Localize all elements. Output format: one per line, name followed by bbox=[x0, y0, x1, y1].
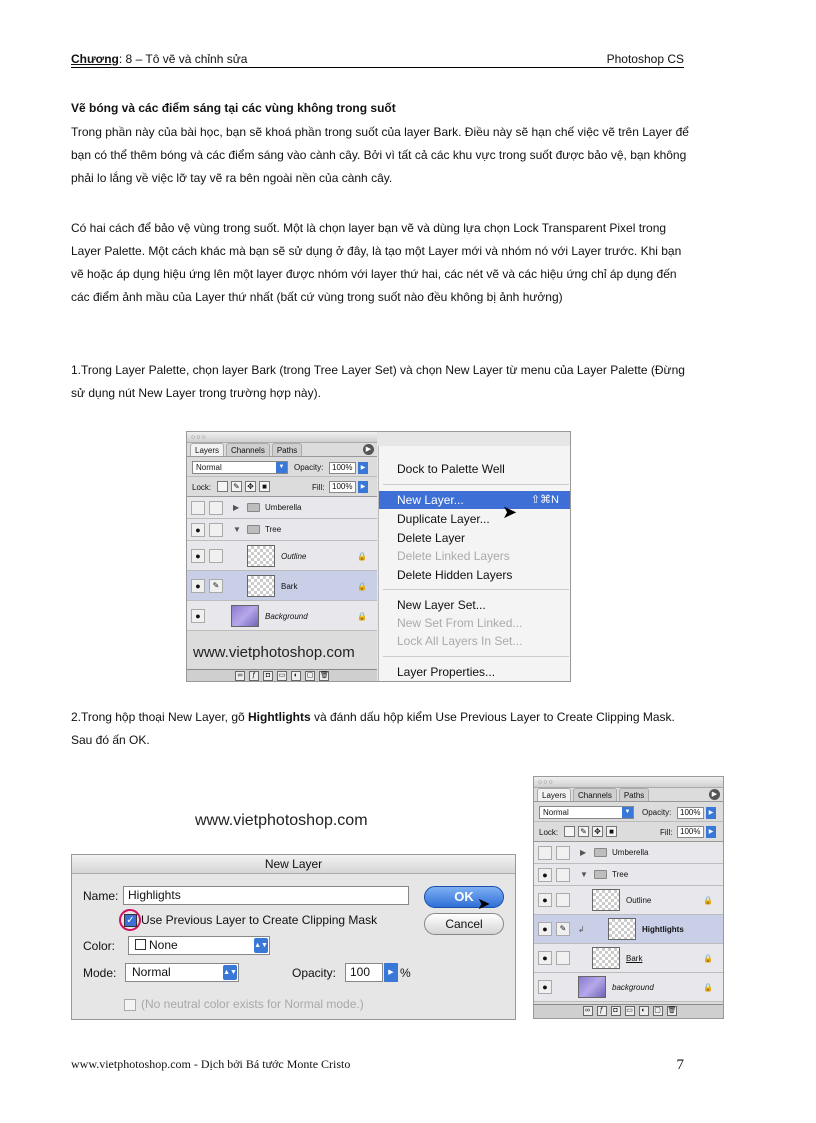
link-toggle[interactable] bbox=[556, 846, 570, 860]
eye-icon[interactable]: ● bbox=[191, 523, 205, 537]
chevron-updown-icon: ▲▼ bbox=[223, 965, 237, 980]
shortcut-label: ⇧⌘N bbox=[530, 494, 559, 506]
adjustment-layer-icon[interactable]: ◐ bbox=[291, 671, 301, 681]
layer-name: Tree bbox=[612, 870, 629, 879]
layer-thumbnail bbox=[247, 575, 275, 597]
figure-layers-palette-after bbox=[533, 776, 724, 1019]
folder-icon bbox=[594, 848, 607, 857]
layer-name: Background bbox=[265, 612, 308, 621]
layer-row-selected[interactable] bbox=[534, 915, 723, 944]
figure-new-layer-dialog bbox=[71, 776, 516, 1020]
menu-item-layer-properties[interactable]: Layer Properties... bbox=[397, 665, 496, 679]
section-title: Vẽ bóng và các điểm sáng tại các vùng không trong suốt bbox=[71, 101, 396, 115]
menu-item-label: New Layer... bbox=[397, 493, 464, 507]
step-2-bold: Hightlights bbox=[248, 710, 311, 724]
opacity-label: Opacity: bbox=[294, 463, 324, 472]
color-value: None bbox=[149, 938, 178, 952]
mask-icon[interactable]: ◘ bbox=[611, 1006, 621, 1016]
palette-menu-icon[interactable]: ▶ bbox=[709, 789, 720, 800]
layer-name: Outline bbox=[626, 896, 652, 905]
cursor-arrow-icon: ➤ bbox=[502, 502, 518, 522]
menu-item-new-layer[interactable] bbox=[379, 491, 571, 509]
opacity-arrow-icon[interactable] bbox=[384, 963, 398, 982]
palette-tabs bbox=[187, 443, 377, 457]
layer-name: Outline bbox=[281, 552, 307, 561]
eye-icon[interactable]: ● bbox=[191, 579, 205, 593]
lock-move-icon[interactable]: ✥ bbox=[245, 481, 256, 492]
mode-select[interactable] bbox=[125, 963, 239, 982]
triangle-down-icon[interactable]: ▼ bbox=[233, 525, 241, 534]
blend-controls bbox=[534, 802, 723, 822]
layer-row-selected[interactable] bbox=[187, 571, 377, 601]
layer-thumbnail bbox=[247, 545, 275, 567]
layer-style-icon[interactable]: ƒ bbox=[249, 671, 259, 681]
folder-icon bbox=[594, 870, 607, 879]
fill-arrow-icon[interactable]: ▶ bbox=[358, 481, 368, 493]
new-layer-icon[interactable]: ▢ bbox=[654, 1007, 661, 1014]
tab-channels[interactable]: Channels bbox=[573, 788, 617, 801]
mode-label: Mode: bbox=[83, 966, 117, 980]
paragraph-2: Có hai cách để bảo vệ vùng trong suốt. Một là chọn layer bạn vẽ và dùng lựa chọn Lock Transparent Pixel trong Layer Palette. Một cách khác mà bạn sẽ sử dụng ở đây, là tạo một Layer mới và nhóm nó với Layer trước. Khi bạn vẽ hoặc áp dụng hiệu ứng lên một layer được nhóm với layer thứ hai, các nét vẽ và các hiệu ứng chỉ áp dụng đến các điểm ảnh mầu của Layer thứ nhất (bất cứ vùng trong suốt nào đều không bị ảnh hưởng) bbox=[71, 221, 682, 304]
lock-controls bbox=[187, 477, 377, 497]
opacity-input[interactable]: 100% bbox=[677, 807, 704, 819]
lock-icon: 🔒 bbox=[703, 896, 713, 905]
lock-transparent-icon[interactable] bbox=[217, 481, 228, 492]
menu-item-delete-hidden-layers[interactable]: Delete Hidden Layers bbox=[397, 568, 513, 582]
menu-item-dock-to-palette-well[interactable]: Dock to Palette Well bbox=[397, 462, 505, 476]
layer-name-input[interactable]: Highlights bbox=[123, 886, 409, 905]
menu-separator bbox=[383, 589, 569, 590]
footer-text: www.vietphotoshop.com - Dịch bởi Bá tước Monte Cristo bbox=[71, 1057, 351, 1071]
layer-thumbnail bbox=[231, 605, 259, 627]
layer-row[interactable] bbox=[187, 601, 377, 631]
tab-paths[interactable]: Paths bbox=[272, 443, 302, 456]
layer-name: Umberella bbox=[265, 503, 302, 512]
page-header bbox=[71, 52, 684, 68]
window-buttons-icon[interactable]: ○○○ bbox=[538, 779, 554, 786]
link-toggle[interactable] bbox=[209, 549, 223, 563]
brush-icon[interactable]: ✎ bbox=[209, 579, 223, 593]
blend-mode-select[interactable] bbox=[539, 806, 634, 819]
palette-bottom-bar bbox=[534, 1004, 724, 1018]
opacity-label: Opacity: bbox=[642, 808, 672, 817]
chevron-down-icon: ▼ bbox=[276, 462, 287, 473]
folder-icon bbox=[247, 503, 260, 512]
opacity-label: Opacity: bbox=[292, 966, 337, 980]
clip-arrow-icon: ↲ bbox=[578, 925, 585, 934]
fill-input[interactable]: 100% bbox=[329, 481, 356, 493]
opacity-arrow-icon[interactable]: ▶ bbox=[358, 462, 368, 474]
lock-icon: 🔒 bbox=[357, 612, 367, 621]
color-select[interactable] bbox=[128, 936, 270, 955]
fill-label: Fill: bbox=[660, 828, 673, 837]
folder-icon bbox=[247, 525, 260, 534]
layer-name: Tree bbox=[265, 525, 282, 534]
new-set-icon[interactable]: ▭ bbox=[278, 672, 286, 679]
lock-controls bbox=[534, 822, 723, 842]
chevron-down-icon: ▼ bbox=[622, 807, 633, 818]
menu-item-new-layer-set[interactable]: New Layer Set... bbox=[397, 598, 486, 612]
palette-tabs bbox=[534, 788, 723, 802]
lock-label: Lock: bbox=[192, 483, 212, 492]
palette-menu bbox=[378, 446, 571, 682]
chapter-heading bbox=[71, 52, 247, 66]
new-set-icon[interactable]: ▭ bbox=[626, 1007, 633, 1014]
layer-name: Hightlights bbox=[642, 925, 684, 934]
page-number: 7 bbox=[676, 1057, 684, 1073]
menu-separator bbox=[383, 484, 569, 485]
lock-transparent-icon[interactable] bbox=[564, 826, 575, 837]
lock-all-icon[interactable]: ■ bbox=[606, 826, 617, 837]
lock-all-icon[interactable]: ■ bbox=[259, 481, 270, 492]
menu-item-duplicate-layer[interactable]: Duplicate Layer... bbox=[397, 512, 490, 526]
layer-name: Bark bbox=[281, 582, 298, 591]
page-footer bbox=[71, 1057, 684, 1072]
lock-icon: 🔒 bbox=[357, 552, 367, 561]
new-layer-icon[interactable]: ▢ bbox=[306, 672, 314, 679]
watermark: www.vietphotoshop.com bbox=[195, 812, 368, 829]
tab-layers[interactable]: Layers bbox=[190, 443, 224, 456]
step-1: 1.Trong Layer Palette, chọn layer Bark (trong Tree Layer Set) và chọn New Layer từ menu của Layer Palette (Đừng sử dụng nút New Layer trong trường hợp này). bbox=[71, 363, 685, 400]
palette-titlebar bbox=[534, 777, 723, 788]
menu-item-new-set-from-linked: New Set From Linked... bbox=[397, 616, 523, 630]
layer-name: background bbox=[612, 983, 654, 992]
chevron-updown-icon: ▲▼ bbox=[254, 938, 268, 953]
visibility-toggle[interactable] bbox=[191, 501, 205, 515]
chapter-label: Chương bbox=[71, 52, 119, 66]
visibility-toggle[interactable] bbox=[538, 846, 552, 860]
lock-icon: 🔒 bbox=[703, 954, 713, 963]
palette-titlebar bbox=[187, 432, 377, 443]
tab-paths[interactable]: Paths bbox=[619, 788, 649, 801]
layer-style-icon[interactable]: ƒ bbox=[597, 1006, 607, 1016]
layer-row[interactable] bbox=[187, 519, 377, 541]
eye-icon[interactable]: ● bbox=[538, 922, 552, 936]
layer-row[interactable] bbox=[534, 944, 723, 973]
layer-list bbox=[534, 842, 723, 1002]
blend-mode-value: Normal bbox=[543, 808, 569, 817]
eye-icon[interactable]: ● bbox=[538, 893, 552, 907]
layer-thumbnail bbox=[578, 976, 606, 998]
color-swatch bbox=[135, 939, 146, 950]
name-label: Name: bbox=[83, 889, 119, 903]
layer-thumbnail bbox=[592, 889, 620, 911]
layer-name: Umberella bbox=[612, 848, 649, 857]
blend-mode-value: Normal bbox=[196, 463, 222, 472]
window-buttons-icon[interactable]: ○○○ bbox=[191, 434, 207, 441]
neutral-color-label: (No neutral color exists for Normal mode.) bbox=[141, 997, 364, 1011]
brush-icon[interactable]: ✎ bbox=[556, 922, 570, 936]
link-layers-icon[interactable]: ∞ bbox=[583, 1006, 593, 1016]
triangle-down-icon[interactable]: ▼ bbox=[580, 870, 588, 879]
layer-row[interactable] bbox=[534, 864, 723, 886]
triangle-right-icon[interactable]: ▶ bbox=[580, 848, 587, 857]
fill-label: Fill: bbox=[312, 483, 325, 492]
eye-icon[interactable]: ● bbox=[191, 549, 205, 563]
lock-icon: 🔒 bbox=[703, 983, 713, 992]
lock-label: Lock: bbox=[539, 828, 559, 837]
adjustment-layer-icon[interactable]: ◐ bbox=[639, 1006, 649, 1016]
blend-mode-select[interactable] bbox=[192, 461, 288, 474]
dialog-title: New Layer bbox=[72, 855, 515, 874]
layer-row[interactable] bbox=[534, 886, 723, 915]
cursor-arrow-icon: ➤ bbox=[477, 896, 491, 913]
chapter-title: : 8 – Tô vẽ và chỉnh sửa bbox=[118, 52, 248, 66]
figure-layers-menu bbox=[186, 431, 571, 682]
menu-item-lock-all-layers: Lock All Layers In Set... bbox=[397, 634, 523, 648]
palette-menu-icon[interactable]: ▶ bbox=[363, 444, 374, 455]
lock-brush-icon[interactable]: ✎ bbox=[231, 481, 242, 492]
layer-thumbnail bbox=[592, 947, 620, 969]
chevron-right-icon: ▶ bbox=[384, 963, 398, 982]
link-toggle[interactable] bbox=[556, 893, 570, 907]
clipping-mask-label: Use Previous Layer to Create Clipping Mask bbox=[141, 913, 378, 927]
lock-brush-icon[interactable]: ✎ bbox=[578, 826, 589, 837]
opacity-arrow-icon[interactable]: ▶ bbox=[706, 807, 716, 819]
step-2-after: và đánh dấu hộp kiểm Use Previous Layer to Create Clipping Mask. Sau đó ấn OK. bbox=[71, 710, 675, 747]
eye-icon[interactable]: ● bbox=[538, 980, 552, 994]
mask-icon[interactable]: ◘ bbox=[263, 671, 273, 681]
layers-palette bbox=[187, 432, 377, 682]
watermark: www.vietphotoshop.com bbox=[193, 644, 355, 661]
ok-button[interactable]: OK bbox=[424, 886, 504, 908]
menu-item-delete-linked-layers: Delete Linked Layers bbox=[397, 549, 510, 563]
eye-icon[interactable]: ● bbox=[538, 951, 552, 965]
link-toggle[interactable] bbox=[556, 868, 570, 882]
link-layers-icon[interactable]: ∞ bbox=[235, 671, 245, 681]
layer-row[interactable] bbox=[187, 541, 377, 571]
blend-controls bbox=[187, 457, 377, 477]
layer-thumbnail bbox=[608, 918, 636, 940]
paragraph-1: Trong phần này của bài học, bạn sẽ khoá phần trong suốt của layer Bark. Điều này sẽ hạn chế việc vẽ trên Layer để bạn có thể thêm bóng và các điểm sáng vào cành cây. Bởi vì tất cả các khu vực trong suốt được bảo vệ, bạn không phải lo lắng về việc lỡ tay vẽ ra bên ngoài nền của cành cây. bbox=[71, 125, 689, 185]
product-name: Photoshop CS bbox=[606, 52, 684, 66]
menu-separator bbox=[383, 656, 569, 657]
layer-list bbox=[187, 497, 377, 631]
step-2 bbox=[71, 706, 691, 752]
new-layer-dialog bbox=[71, 854, 516, 1020]
neutral-color-checkbox bbox=[124, 999, 136, 1011]
link-toggle[interactable] bbox=[209, 523, 223, 537]
layer-name: Bark bbox=[626, 954, 643, 963]
eye-icon[interactable]: ● bbox=[538, 868, 552, 882]
palette-bottom-bar bbox=[187, 669, 377, 682]
clipping-mask-checkbox[interactable]: ✓ bbox=[124, 914, 137, 927]
mode-value: Normal bbox=[132, 965, 171, 979]
link-toggle[interactable] bbox=[556, 951, 570, 965]
trash-icon[interactable]: 🗑 bbox=[320, 672, 329, 679]
trash-icon[interactable]: 🗑 bbox=[667, 1007, 677, 1014]
step-2-before: 2.Trong hộp thoại New Layer, gõ bbox=[71, 710, 248, 724]
opacity-input[interactable]: 100% bbox=[329, 462, 356, 474]
fill-input[interactable]: 100% bbox=[677, 826, 704, 838]
tab-channels[interactable]: Channels bbox=[226, 443, 270, 456]
color-label: Color: bbox=[83, 939, 116, 953]
layer-row[interactable] bbox=[187, 497, 377, 519]
eye-icon[interactable]: ● bbox=[191, 609, 205, 623]
lock-icon: 🔒 bbox=[357, 582, 367, 591]
tab-layers[interactable]: Layers bbox=[537, 788, 571, 801]
layer-row[interactable] bbox=[534, 842, 723, 864]
menu-item-delete-layer[interactable]: Delete Layer bbox=[397, 531, 466, 545]
fill-arrow-icon[interactable]: ▶ bbox=[706, 826, 716, 838]
cancel-button[interactable]: Cancel bbox=[424, 913, 504, 935]
layer-row[interactable] bbox=[534, 973, 723, 1002]
triangle-right-icon[interactable]: ▶ bbox=[233, 503, 240, 512]
opacity-input[interactable]: 100 bbox=[345, 963, 383, 982]
lock-move-icon[interactable]: ✥ bbox=[592, 826, 603, 837]
link-toggle[interactable] bbox=[209, 501, 223, 515]
percent-label: % bbox=[400, 966, 411, 980]
